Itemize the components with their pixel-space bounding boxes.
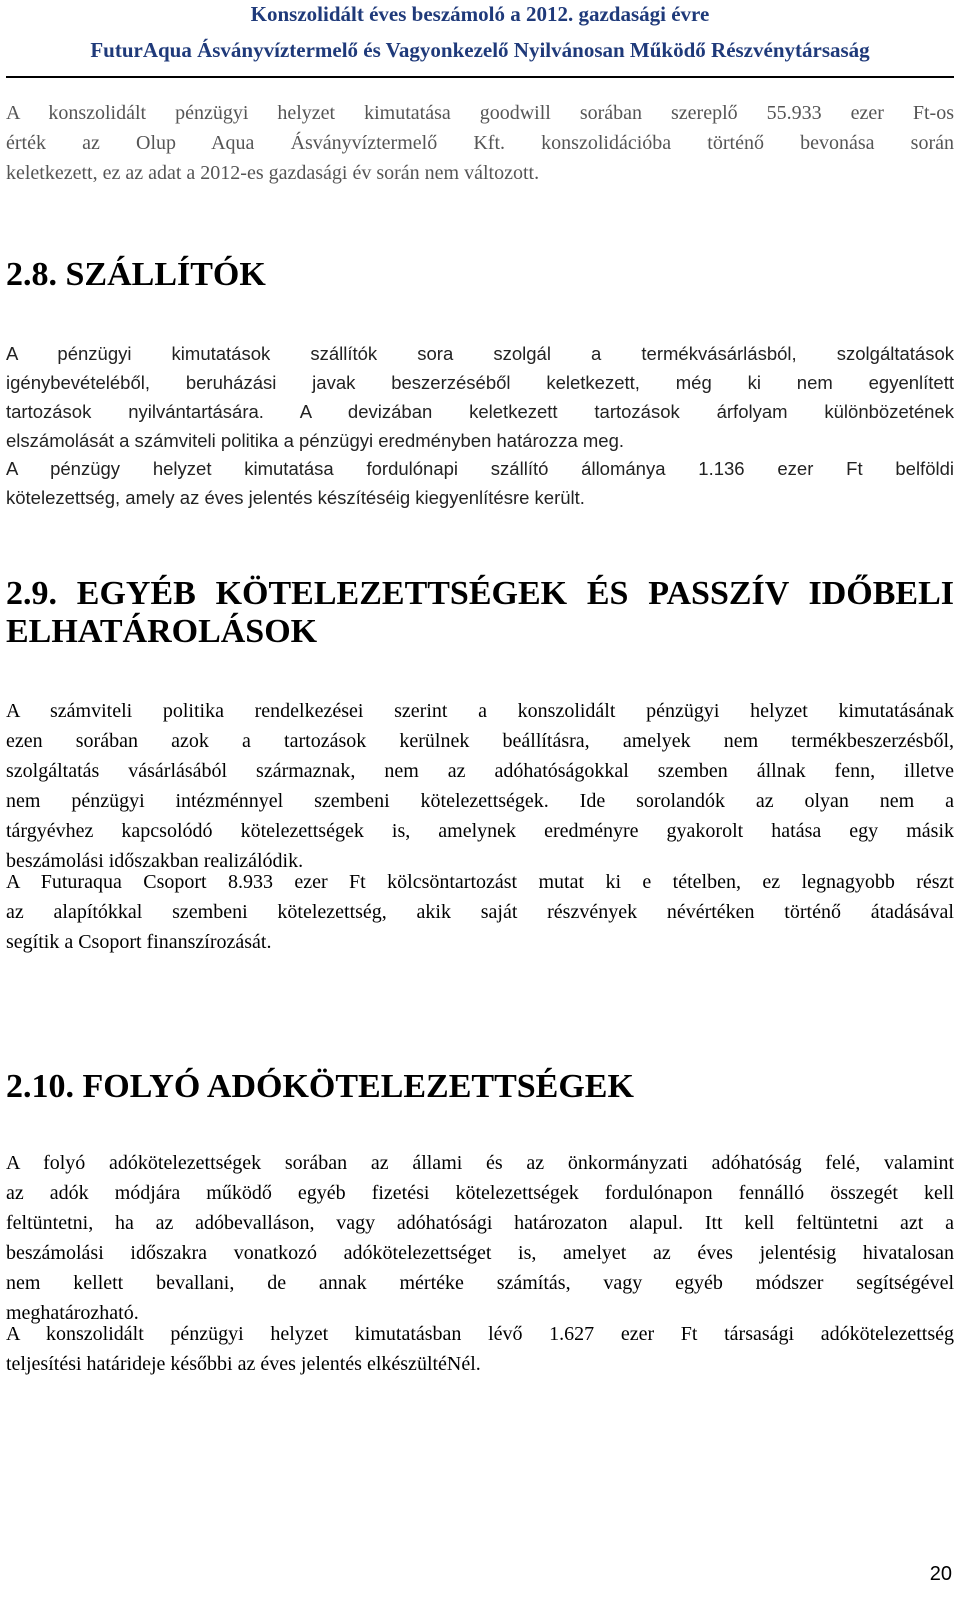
egyeb-paragraph-1 — [6, 696, 954, 876]
text-line: beszámolási időszakban realizálódik. — [6, 850, 304, 872]
section-heading-szallitok: 2.8. SZÁLLÍTÓK — [6, 256, 266, 293]
text-line: nem kellett bevallani, de annak mértéke számítás, vagy egyéb módszer segítségével — [6, 1272, 954, 1294]
text-line: nem pénzügyi intézménnyel szembeni kötelezettségek. Ide sorolandók az olyan nem a — [6, 790, 954, 812]
text-line: A pénzügy helyzet kimutatása fordulónapi szállító állománya 1.136 ezer Ft belföldi — [6, 458, 954, 479]
intro-line: érték az Olup Aqua Ásványvíztermelő Kft. konszolidációba történő bevonása során — [6, 132, 954, 154]
szallitok-paragraph-2 — [6, 454, 954, 512]
intro-line: A konszolidált pénzügyi helyzet kimutatása goodwill sorában szereplő 55.933 ezer Ft-os — [6, 102, 954, 124]
text-line: A folyó adókötelezettségek sorában az állami és az önkormányzati adóhatóság felé, valamint — [6, 1152, 954, 1174]
heading-line: ELHATÁROLÁSOK — [6, 613, 318, 650]
text-line: beszámolási időszakra vonatkozó adókötelezettséget is, amelyet az éves jelentésig hivatalosan — [6, 1242, 954, 1264]
egyeb-paragraph-2 — [6, 867, 954, 957]
header-divider — [6, 76, 954, 78]
text-line: elszámolását a számviteli politika a pénzügyi eredményben határozza meg. — [6, 430, 625, 451]
section-heading-folyo-adokotelezettsegek: 2.10. FOLYÓ ADÓKÖTELEZETTSÉGEK — [6, 1068, 634, 1105]
folyo-paragraph-1 — [6, 1148, 954, 1328]
section-heading-egyeb-kotelezettsegek — [6, 575, 954, 651]
text-line: meghatározható. — [6, 1302, 139, 1324]
text-line: A konszolidált pénzügyi helyzet kimutatásban lévő 1.627 ezer Ft társasági adókötelezettség — [6, 1323, 954, 1345]
text-line: A számviteli politika rendelkezései szerint a konszolidált pénzügyi helyzet kimutatásának — [6, 700, 954, 722]
text-line: az alapítókkal szembeni kötelezettség, akik saját részvények névértéken történő átadásával — [6, 901, 954, 923]
text-line: szolgáltatás vásárlásából származnak, nem az adóhatóságokkal szemben állnak fenn, illetve — [6, 760, 954, 782]
text-line: tárgyévhez kapcsolódó kötelezettségek is, amelynek eredményre gyakorolt hatása egy másik — [6, 820, 954, 842]
page-number: 20 — [929, 1563, 952, 1585]
text-line: A pénzügyi kimutatások szállítók sora szolgál a termékvásárlásból, szolgáltatások — [6, 343, 954, 364]
header-company: FuturAqua Ásványvíztermelő és Vagyonkezelő Nyilvánosan Működő Részvénytársaság — [90, 38, 870, 62]
text-line: kötelezettség, amely az éves jelentés készítéséig kiegyenlítésre került. — [6, 487, 585, 508]
text-line: igénybevételéből, beruházási javak beszerzéséből keletkezett, még ki nem egyenlített — [6, 372, 954, 393]
text-line: A Futuraqua Csoport 8.933 ezer Ft kölcsöntartozást mutat ki e tételben, ez legnagyobb részt — [6, 871, 954, 893]
text-line: teljesítési határideje későbbi az éves jelentés elkészültéNél. — [6, 1353, 481, 1375]
intro-paragraph — [6, 98, 954, 188]
text-line: segítik a Csoport finanszírozását. — [6, 931, 272, 953]
text-line: tartozások nyilvántartására. A devizában keletkezett tartozások árfolyam különbözetének — [6, 401, 954, 422]
intro-line: keletkezett, ez az adat a 2012-es gazdasági év során nem változott. — [6, 162, 540, 184]
text-line: feltüntetni, ha az adóbevalláson, vagy adóhatósági határozaton alapul. Itt kell feltüntetni azt a — [6, 1212, 954, 1234]
folyo-paragraph-2 — [6, 1319, 954, 1379]
heading-line: 2.9. EGYÉB KÖTELEZETTSÉGEK ÉS PASSZÍV IDŐBELI — [6, 575, 954, 612]
szallitok-paragraph-1 — [6, 339, 954, 455]
text-line: ezen sorában azok a tartozások kerülnek beállításra, amelyek nem termékbeszerzésből, — [6, 730, 954, 752]
text-line: az adók módjára működő egyéb fizetési kötelezettségek fordulónapon fennálló összegét kell — [6, 1182, 954, 1204]
header-title: Konszolidált éves beszámoló a 2012. gazdasági évre — [250, 2, 710, 26]
